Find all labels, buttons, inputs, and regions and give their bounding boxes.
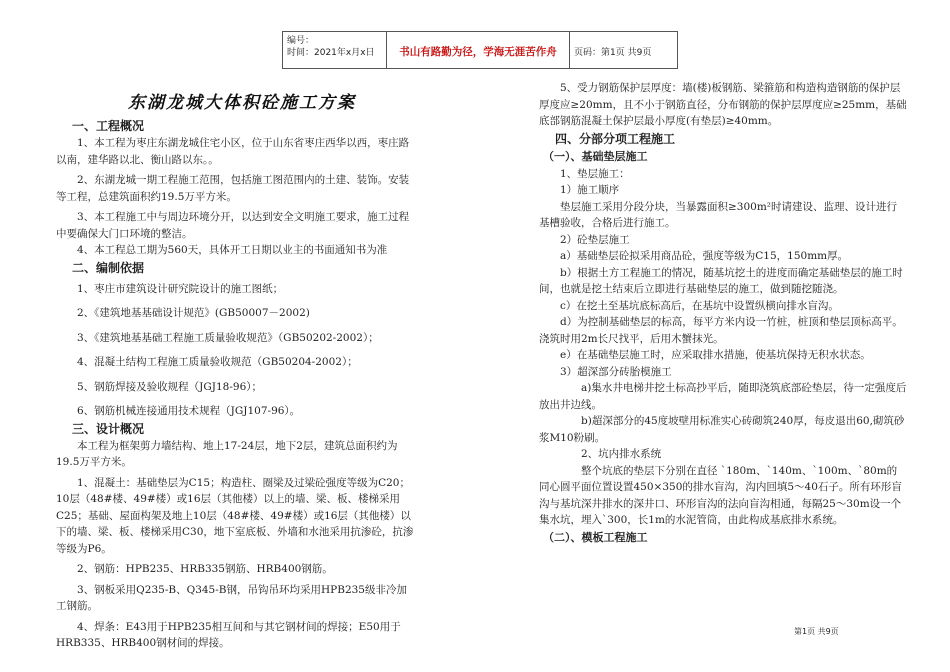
section-heading-basis: 二、编制依据	[72, 260, 145, 275]
list-item: 2、坑内排水系统	[581, 448, 662, 460]
list-item: 1）施工顺序	[560, 184, 620, 196]
doc-time-label: 时间：2021年x月x日	[287, 48, 375, 58]
list-item: 5、钢筋焊接及验收规程（JGJ18-96）；	[77, 380, 263, 393]
list-item: 2）砼垫层施工	[560, 233, 630, 246]
paragraph: 本工程为框架剪力墙结构、地上17-24层，地下2层，建筑总面积约为19.5万平方米。	[56, 439, 398, 468]
paragraph: a）基础垫层砼拟采用商品砼，强度等级为C15，150mm厚。	[560, 250, 849, 262]
list-item: 6、钢筋机械连接通用技术规程（JGJ107-96）。	[77, 405, 301, 417]
header-divider	[569, 32, 570, 68]
paragraph: a)集水井电梯井挖土标高抄平后，随即浇筑底部砼垫层，待一定强度后放出井边线。	[539, 382, 907, 411]
list-item: 4、混凝土结构工程施工质量验收规范（GB50204-2002）；	[77, 356, 358, 368]
header-motto: 书山有路勤为径，学海无涯苦作舟	[399, 46, 557, 58]
list-item: 3）超深部分砖胎模施工	[560, 365, 672, 378]
paragraph: 2、东湖龙城一期工程施工范围，包括施工图范围内的土建、装饰。安装等工程，总建筑面积约19.5万平方米。	[56, 174, 410, 203]
list-item: 1、垫层施工：	[560, 167, 630, 180]
subsection-heading-cushion: （一）、基础垫层施工	[543, 149, 648, 163]
paragraph: 2、钢筋：HPB235、HRB335钢筋、HRB400钢筋。	[77, 563, 333, 575]
paragraph: 4、焊条：E43用于HPB235相互间和与其它钢材间的焊接；E50用于HRB335、HRB400钢材间的焊接。	[56, 620, 401, 649]
paragraph: 1、混凝土：基础垫层为C15；构造柱、圈梁及过梁砼强度等级为C20；10层（48#楼、49#楼）或16层（其他楼）以上的墙、梁、板、楼梯采用C25；基础、屋面构架及地上10层（48#楼、49#楼）或16层（其他楼）以下的墙、梁、板、楼梯采用C30，地下室底板、外墙和水池采用抗渗砼，抗渗等级为P6。	[56, 476, 414, 555]
header-meta	[287, 35, 375, 59]
doc-number-label: 编号：	[287, 36, 315, 46]
paragraph: 5、受力钢筋保护层厚度：墙(楼)板钢筋、梁箍筋和构造构造钢筋的保护层厚度应≥20mm，且不小于钢筋直径，分布钢筋的保护层厚度应≥25mm，基础底部钢筋混凝土保护层最小厚度(有垫层)≥40mm。	[539, 82, 907, 127]
right-column	[539, 80, 907, 547]
section-heading-works: 四、分部分项工程施工	[555, 131, 676, 146]
document-title: 东湖龙城大体积砼施工方案	[128, 93, 356, 113]
list-item: 3、《建筑地基基础工程施工质量验收规范》（GB50202-2002）；	[77, 331, 379, 344]
paragraph: 整个坑底的垫层下分别在直径 `180m、`140m、`100m、`80m的同心圆平面位置设置450×350的排水盲沟，沟内回填5～40石子。所有环形盲沟与基坑深井排水的深井口、环形盲沟的法向盲沟相通，每隔25～30m设一个集水坑，埋入`300，长1m的水泥管筒，由此构成基底排水系统。	[539, 464, 902, 526]
page-footer: 第1页 共9页	[794, 627, 839, 636]
subsection-heading-formwork: （二）、模板工程施工	[543, 530, 648, 544]
paragraph: 4、本工程总工期为560天，具体开工日期以业主的书面通知书为准	[77, 244, 388, 256]
paragraph: b）根据土方工程施工的情况，随基坑挖土的进度而确定基础垫层的施工时间，也就是挖土结束后立即进行基础垫层的施工，做到随挖随浇。	[539, 266, 903, 295]
page-header	[282, 31, 678, 69]
paragraph: 3、本工程施工中与周边环境分开，以达到安全文明施工要求，施工过程中要确保大门口环境的整洁。	[56, 211, 410, 240]
paragraph: e）在基础垫层施工时，应采取排水措施，使基坑保持无积水状态。	[560, 349, 871, 361]
section-heading-overview: 一、工程概况	[72, 119, 145, 133]
paragraph: d）为控制基础垫层的标高，每平方米内设一竹桩，桩顶和垫层顶标高平。浇筑时用2m长尺找平，后用木蟹抹光。	[539, 316, 903, 345]
list-item: 1、枣庄市建筑设计研究院设计的施工图纸；	[77, 282, 284, 295]
paragraph: 垫层施工采用分段分块，当暴露面积≥300m²时请建设、监理、设计进行基槽验收，合格后进行施工。	[539, 200, 898, 229]
paragraph: b)超深部分的45度坡壁用标准实心砖砌筑240厚，每皮退出60,砌筑砂浆M10粉刷。	[539, 415, 905, 444]
header-divider	[386, 32, 387, 68]
section-heading-design: 三、设计概况	[72, 421, 145, 436]
left-column	[56, 117, 416, 652]
paragraph: 3、钢板采用Q235-B、Q345-B钢，吊钩吊环均采用HPB235级非冷加工钢筋。	[56, 583, 407, 612]
list-item: 2、《建筑地基基础设计规范》(GB50007－2002)	[77, 307, 310, 319]
paragraph: 1、本工程为枣庄东湖龙城住宅小区，位于山东省枣庄西华以西，枣庄路以南，建华路以北、衡山路以东。。	[56, 137, 410, 166]
paragraph: c）在挖土至基坑底标高后，在基坑中设置纵横向排水盲沟。	[560, 299, 839, 312]
header-page-number: 页码：第1页 共9页	[574, 48, 652, 58]
